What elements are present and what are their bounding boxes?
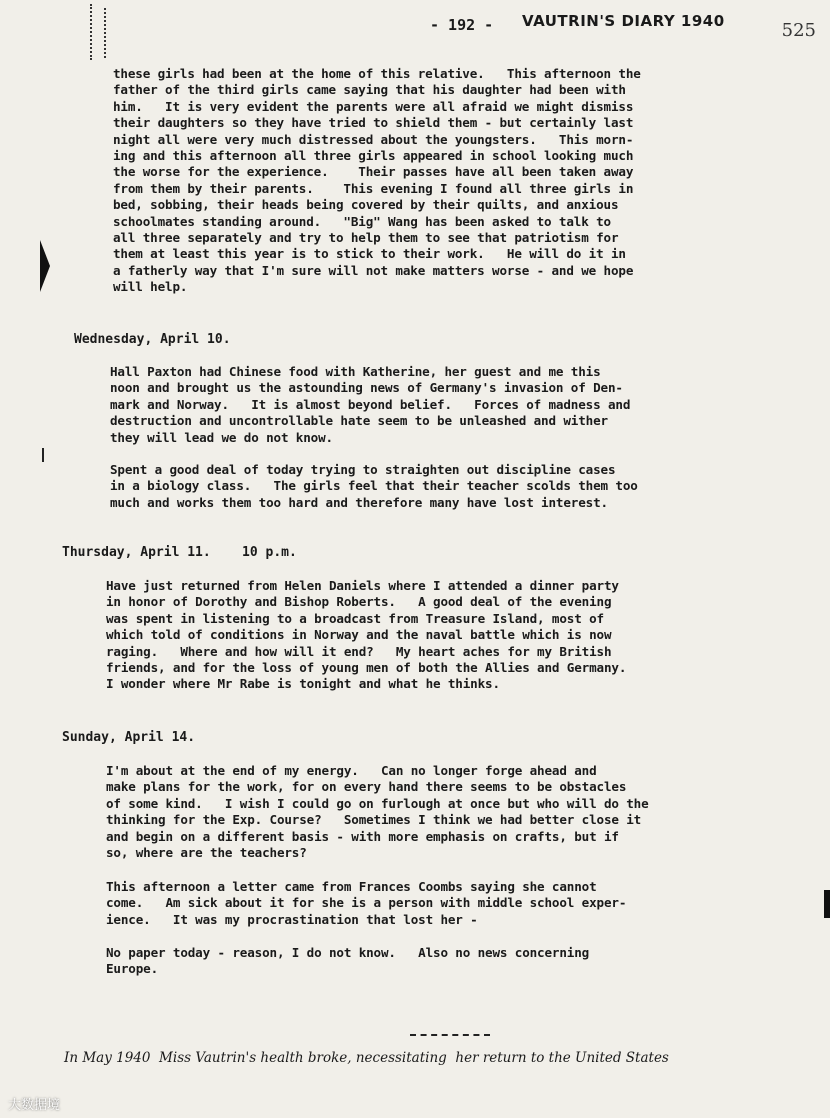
diary-paragraph: these girls had been at the home of this relative. This afternoon the father of the third girls came saying that his daughter had been with him. It is very evident the parents were all afraid we might dismiss their daughters so they have tried to shield them - but certainly last night all were very much distressed about the youngsters. This morn- ing and this afternoon all three girls appeared in school looking much the worse for the experience. Their passes have all been taken away from them by their parents. This evening I found all three girls in bed, sobbing, their heads being covered by their quilts, and anxious schoolmates standing around. "Big" Wang has been asked to talk to all three separately and try to help them to see that patriotism for them at least this year is to stick to their work. He will do it in a fatherly way that I'm sure will not make matters worse - and we hope will help. (113, 66, 641, 295)
watermark: 大数据境 (8, 1098, 61, 1113)
page-header (430, 8, 820, 42)
document-title: VAUTRIN'S DIARY 1940 (522, 12, 725, 30)
diary-paragraph: Spent a good deal of today trying to straighten out discipline cases in a biology class. The girls feel that their teacher scolds them too much and works them too hard and therefore many have lost interest. (110, 462, 638, 510)
margin-tick (42, 448, 44, 462)
page-edge-mark (824, 890, 830, 918)
page-number: - 192 - (430, 16, 494, 34)
entry-date: Thursday, April 11. 10 p.m. (62, 545, 297, 560)
margin-marks (90, 4, 112, 60)
margin-marks (104, 8, 108, 58)
diary-paragraph: Have just returned from Helen Daniels where I attended a dinner party in honor of Dorothy and Bishop Roberts. A good deal of the evening was spent in listening to a broadcast from Treasure Island, most of which told of conditions in Norway and the naval battle which is now raging. Where and how will it end? My heart aches for my British friends, and for the loss of young men of both the Allies and Germany. I wonder where Mr Rabe is tonight and what he thinks. (106, 578, 627, 692)
diary-paragraph: Hall Paxton had Chinese food with Katherine, her guest and me this noon and brought us the astounding news of Germany's invasion of Den- mark and Norway. It is almost beyond belief. Forces of madness and destruction and uncontrollable hate seem to be unleashed and wither they will lead we do not know. (110, 364, 631, 445)
diary-paragraph: No paper today - reason, I do not know. Also no news concerning Europe. (106, 945, 590, 977)
entry-date: Sunday, April 14. (62, 730, 196, 745)
margin-arrow-icon (40, 240, 50, 292)
diary-paragraph: This afternoon a letter came from Frances Coombs saying she cannot come. Am sick about it for she is a person with middle school exper- ience. It was my procrastination that lost her - (106, 879, 627, 927)
diary-paragraph: I'm about at the end of my energy. Can no longer forge ahead and make plans for the work, for on every hand there seems to be obstacles of some kind. I wish I could go on furlough at once but who will do the thinking for the Exp. Course? Sometimes I think we had better close it and begin on a different basis - with more emphasis on crafts, but if so, where are the teachers? (106, 763, 649, 861)
section-divider (410, 1034, 490, 1036)
page-stamp: 525 (781, 20, 816, 41)
entry-date: Wednesday, April 10. (74, 332, 231, 347)
handwritten-footnote: In May 1940 Miss Vautrin's health broke, necessitating her return to the United States (64, 1050, 669, 1066)
